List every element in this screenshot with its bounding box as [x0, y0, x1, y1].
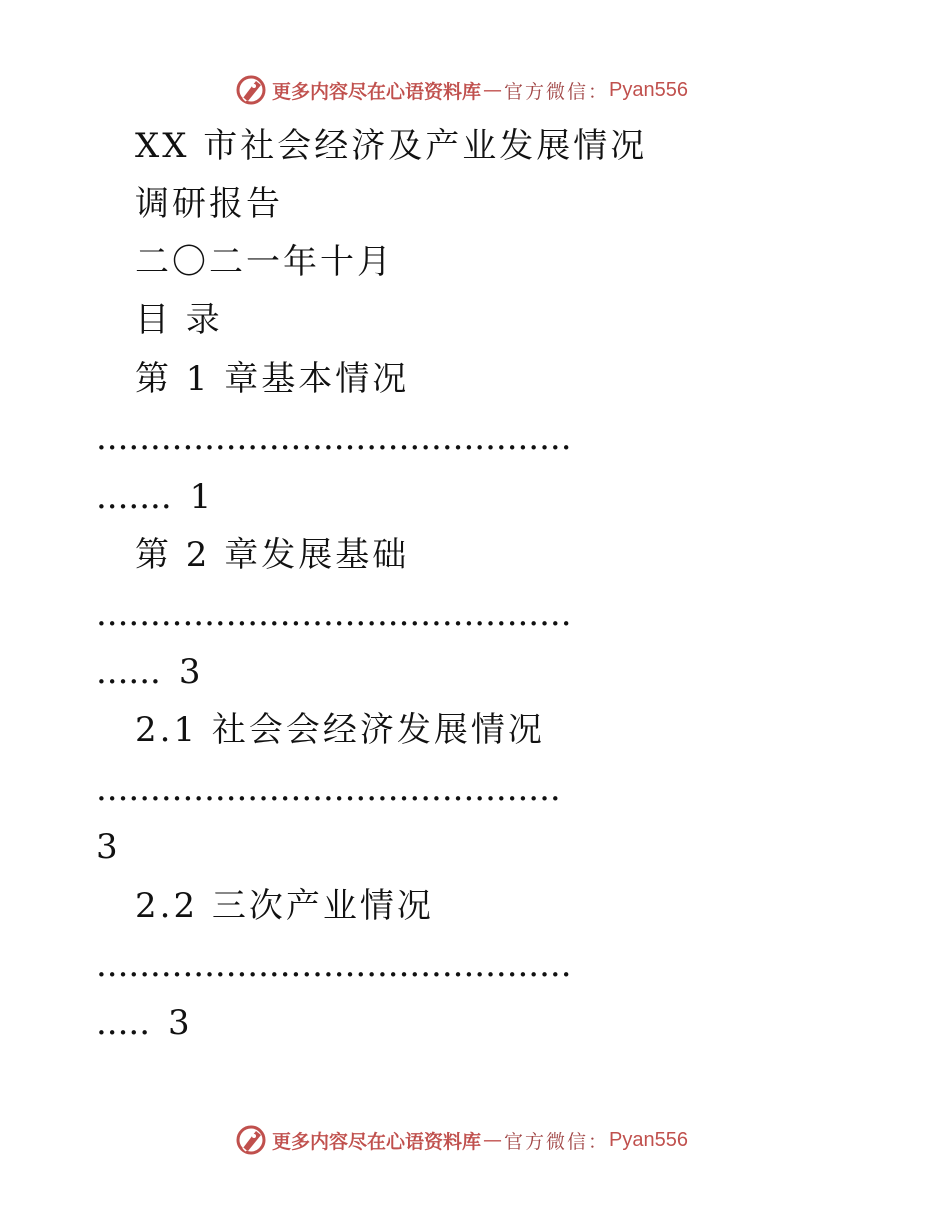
toc-page-number: 3	[168, 1003, 190, 1043]
banner-wechat-label: 官方微信：	[504, 80, 610, 103]
banner-wechat-id: Pyan556	[609, 1128, 688, 1151]
document-date: 二〇二一年十月	[135, 242, 394, 282]
footer-watermark-banner	[234, 1122, 688, 1158]
toc-entry-label: 第 2 章发展基础	[135, 535, 410, 575]
banner-wechat-id: Pyan556	[609, 78, 688, 101]
pen-logo-icon	[234, 1123, 268, 1157]
toc-entry-label: 第 1 章基本情况	[135, 359, 410, 399]
toc-leader-dots: ............................................	[96, 945, 572, 985]
header-watermark-banner	[234, 72, 688, 108]
toc-entry-label: 2.2 三次产业情况	[135, 886, 434, 926]
banner-dash: —	[483, 1129, 503, 1151]
document-title: XX 市社会经济及产业发展情况	[135, 126, 648, 166]
toc-page-number: 3	[96, 827, 118, 867]
toc-leader-dots: ............................................	[96, 594, 572, 634]
toc-page-number: 3	[178, 652, 201, 692]
toc-entry-page-line	[96, 477, 211, 517]
toc-entry-page-line	[96, 652, 201, 692]
toc-entry-page-line	[96, 1003, 190, 1043]
document-subtitle: 调研报告	[135, 184, 283, 224]
toc-leader-dots: ...........................................	[96, 769, 561, 809]
pen-logo-icon	[234, 73, 268, 107]
banner-text: 更多内容尽在心语资料库	[272, 80, 482, 103]
toc-leader-tail: ......	[96, 652, 161, 692]
banner-dash: —	[483, 79, 503, 101]
toc-leader-dots: ............................................	[96, 418, 572, 458]
banner-wechat-label: 官方微信：	[504, 1130, 610, 1153]
toc-heading: 目 录	[135, 300, 223, 340]
toc-entry-label: 2.1 社会会经济发展情况	[135, 710, 545, 750]
toc-leader-tail: .....	[96, 1003, 151, 1043]
toc-leader-tail: .......	[96, 477, 172, 517]
banner-text: 更多内容尽在心语资料库	[272, 1130, 482, 1153]
toc-entry-page-line	[96, 827, 118, 867]
toc-page-number: 1	[189, 477, 212, 517]
